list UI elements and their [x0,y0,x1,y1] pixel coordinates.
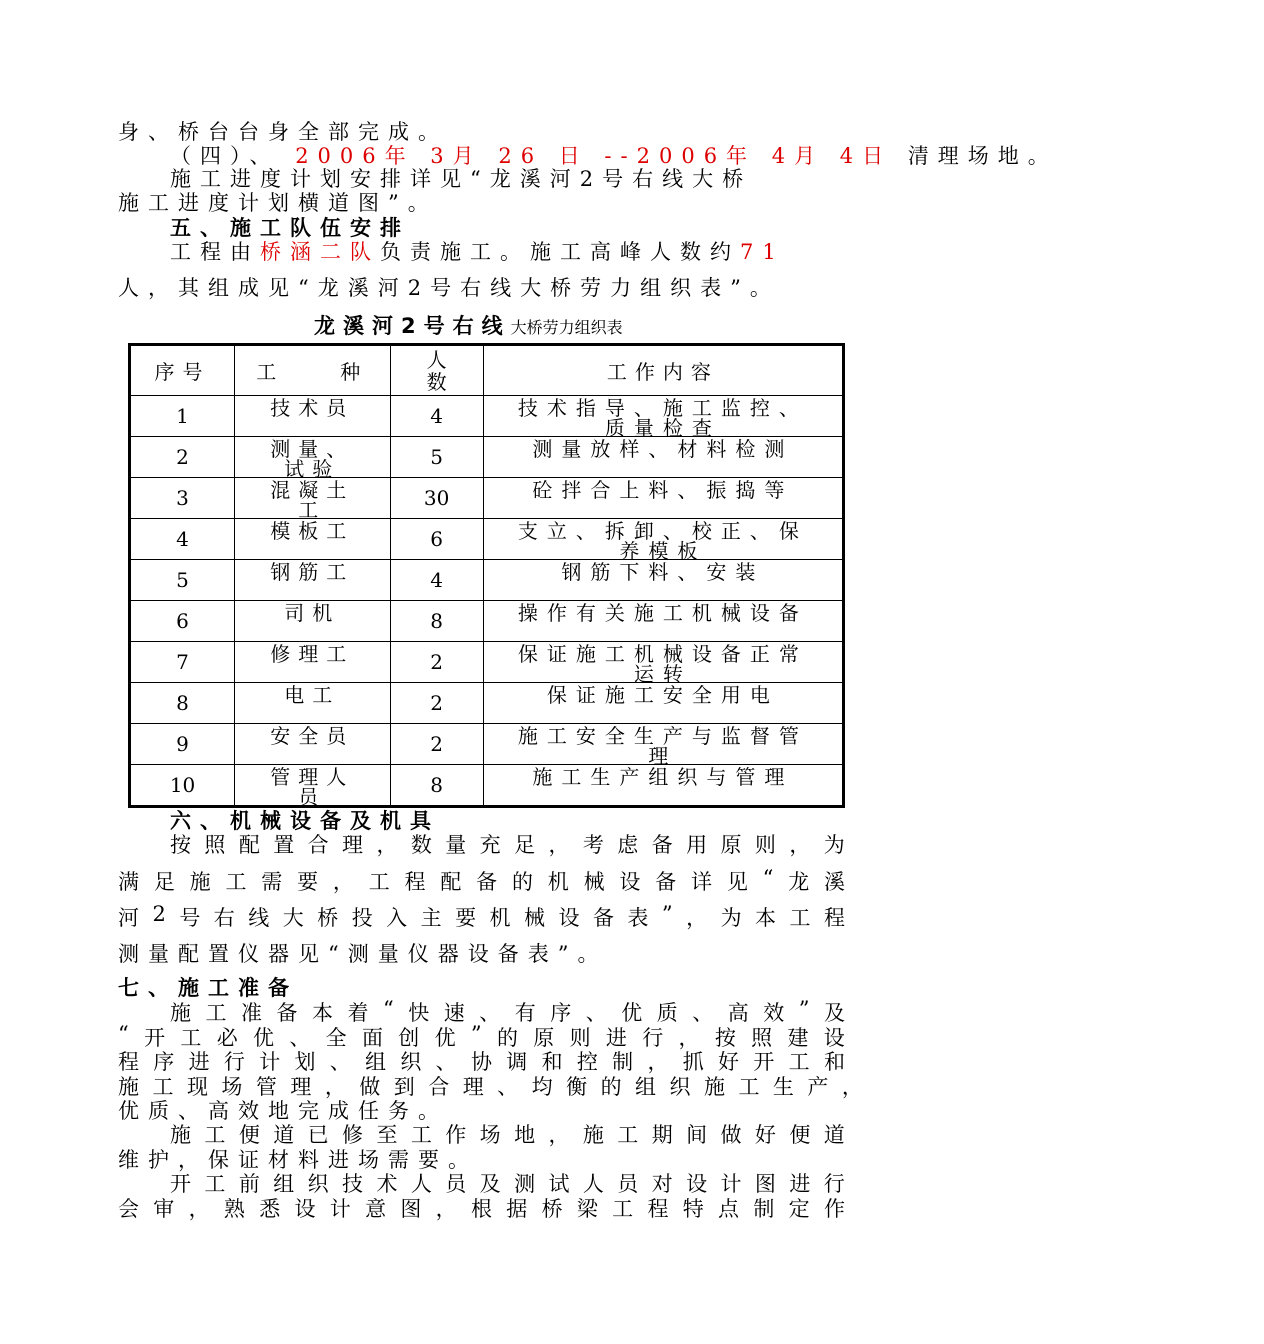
cell-index-text: 5 [176,568,189,592]
text-line-2-suffix: 清理场地。 [907,144,1058,168]
cell-trade-text: 管理人员 [270,765,355,809]
cell-duty [483,560,843,601]
cell-duty-text: 支立、拆卸、校正、保养模板 [517,519,808,563]
cell-count [390,642,483,683]
heading-section-5: 五、施工队伍安排 [170,216,410,240]
section7-line-1: 施 工 准 备 本 着 “ 快 速 、 有 序 、 优 质 、 高 效 ” 及 [170,997,845,1025]
cell-count [390,601,483,642]
cell-index [130,601,235,642]
header-count [390,345,483,396]
cell-index-text: 6 [176,609,189,633]
section7-line-9: 会 审 ， 熟 悉 设 计 意 图 ， 根 据 桥 梁 工 程 特 点 制 定 作 [118,1197,845,1221]
cell-trade [235,519,390,560]
table-row [130,601,844,642]
cell-duty [483,724,843,768]
cell-count-text: 5 [430,445,443,469]
cell-duty-text: 施工生产组织与管理 [532,765,794,789]
cell-duty-text: 砼拌合上料、振捣等 [532,478,794,502]
labor-table [128,343,845,808]
header-count-text: 人数 [426,347,447,394]
cell-trade [235,478,390,522]
section7-line-4: 施 工 现 场 管 理 ， 做 到 合 理 、 均 衡 的 组 织 施 工 生 产 ， [118,1075,863,1099]
cell-count-text: 4 [430,404,443,428]
table-row [130,765,844,807]
cell-count-text: 30 [423,486,450,510]
section7-line-7: 维护，保证材料进场需要。 [118,1148,478,1172]
cell-index [130,437,235,478]
text-line-1: 身、桥台台身全部完成。 [118,120,448,144]
cell-duty-text: 技术指导、施工监控、质量检查 [517,396,808,440]
table-row [130,724,844,765]
cell-index-text: 2 [176,445,189,469]
header-index: 序号 [130,345,235,396]
cell-count [390,478,483,519]
cell-trade [235,724,390,765]
cell-index-text: 3 [176,486,189,510]
table-title-small: 大桥劳力组织表 [510,318,623,337]
table-row [130,642,844,683]
cell-duty-text: 保证施工安全用电 [546,683,779,707]
heading-section-7: 七、施工准备 [118,976,298,1000]
text-line-2-prefix: （四）、 [170,144,280,168]
table-row [130,519,844,560]
cell-index [130,724,235,765]
text-line-6-prefix: 工程由 [170,240,260,264]
cell-index-text: 4 [176,527,189,551]
team-name: 桥涵二队 [260,240,380,264]
cell-duty [483,396,843,440]
cell-trade [235,683,390,724]
cell-index [130,765,235,807]
cell-trade-text: 司机 [284,601,341,625]
cell-trade-text: 修理工 [270,642,355,666]
table-header-row [130,345,844,396]
cell-count-text: 2 [430,691,443,715]
cell-index-text: 7 [176,650,189,674]
cell-duty [483,683,843,724]
table-title [314,310,1264,340]
cell-count-text: 4 [430,568,443,592]
header-duty: 工作内容 [483,345,843,396]
cell-index [130,560,235,601]
cell-index-text: 10 [169,773,196,797]
section7-line-2: “ 开 工 必 优 、 全 面 创 优 ” 的 原 则 进 行 ， 按 照 建 设 [118,1022,845,1050]
table-row [130,478,844,519]
section7-line-5: 优质、高效地完成任务。 [118,1099,448,1123]
cell-index [130,478,235,519]
cell-index-text: 1 [176,404,189,428]
cell-trade-text: 测量、试验 [270,437,355,481]
cell-trade-text: 技术员 [270,396,355,420]
section6-line-2: 满 足 施 工 需 要 ， 工 程 配 备 的 机 械 设 备 详 见 “ 龙 溪 [118,866,845,894]
section7-line-3: 程 序 进 行 计 划 、 组 织 、 协 调 和 控 制 ， 抓 好 开 工 和 [118,1050,845,1074]
table-title-bold: 龙溪河2号右线 [314,314,511,338]
cell-trade-text: 模板工 [270,519,355,543]
text-line-6-mid: 负责施工。施工高峰人数约 [380,240,740,264]
cell-count [390,396,483,437]
cell-trade-text: 安全员 [270,724,355,748]
cell-trade [235,437,390,481]
table-row [130,683,844,724]
cell-duty-text: 钢筋下料、安装 [561,560,765,584]
cell-count [390,683,483,724]
cell-trade-text: 钢筋工 [270,560,355,584]
section7-line-6: 施 工 便 道 已 修 至 工 作 场 地 ， 施 工 期 间 做 好 便 道 [170,1123,845,1147]
section6-line-1: 按 照 配 置 合 理 ， 数 量 充 足 ， 考 虑 备 用 原 则 ， 为 [170,833,845,857]
cell-index [130,642,235,683]
section6-line-4: 测量配置仪器见“测量仪器设备表”。 [118,942,608,966]
cell-count-text: 8 [430,609,443,633]
cell-trade [235,601,390,642]
cell-duty [483,765,843,807]
cell-duty-text: 操作有关施工机械设备 [517,601,808,625]
header-trade: 工 种 [235,345,390,396]
cell-count [390,560,483,601]
cell-duty [483,478,843,519]
cell-index [130,396,235,437]
cell-count-text: 8 [430,773,443,797]
text-line-6 [170,236,1120,266]
cell-index [130,683,235,724]
cell-index-text: 9 [176,732,189,756]
table-row [130,396,844,437]
text-line-7: 人，其组成见“龙溪河2号右线大桥劳力组织表”。 [118,276,780,300]
cell-duty-text: 保证施工机械设备正常运转 [517,642,808,686]
cell-duty [483,601,843,642]
table-row [130,437,844,478]
cell-index [130,519,235,560]
cell-duty [483,642,843,686]
peak-count: 71 [740,240,785,264]
cell-trade [235,642,390,683]
heading-section-6: 六、机械设备及机具 [170,809,440,833]
table-row [130,560,844,601]
cell-duty-text: 测量放样、材料检测 [532,437,794,461]
cell-trade-text: 电工 [284,683,341,707]
section7-line-8: 开 工 前 组 织 技 术 人 员 及 测 试 人 员 对 设 计 图 进 行 [170,1172,845,1196]
cell-duty [483,437,843,478]
cell-index-text: 8 [176,691,189,715]
date-range: 2006年 3月 26 日 --2006年 4月 4日 [295,144,893,168]
cell-trade [235,396,390,437]
cell-count [390,765,483,807]
text-line-3: 施工进度计划安排详见“龙溪河2号右线大桥 [170,167,753,191]
cell-count [390,519,483,560]
cell-trade-text: 混凝土工 [270,478,355,522]
cell-count-text: 2 [430,732,443,756]
cell-duty-text: 施工安全生产与监督管理 [517,724,808,768]
text-line-4: 施工进度计划横道图”。 [118,191,438,215]
cell-count [390,724,483,765]
cell-trade [235,560,390,601]
cell-count-text: 6 [430,527,443,551]
cell-count [390,437,483,478]
cell-duty [483,519,843,563]
section6-line-3: 河 2 号 右 线 大 桥 投 入 主 要 机 械 设 备 表 ” ， 为 本 工 程 [118,902,845,930]
cell-count-text: 2 [430,650,443,674]
cell-trade [235,765,390,807]
